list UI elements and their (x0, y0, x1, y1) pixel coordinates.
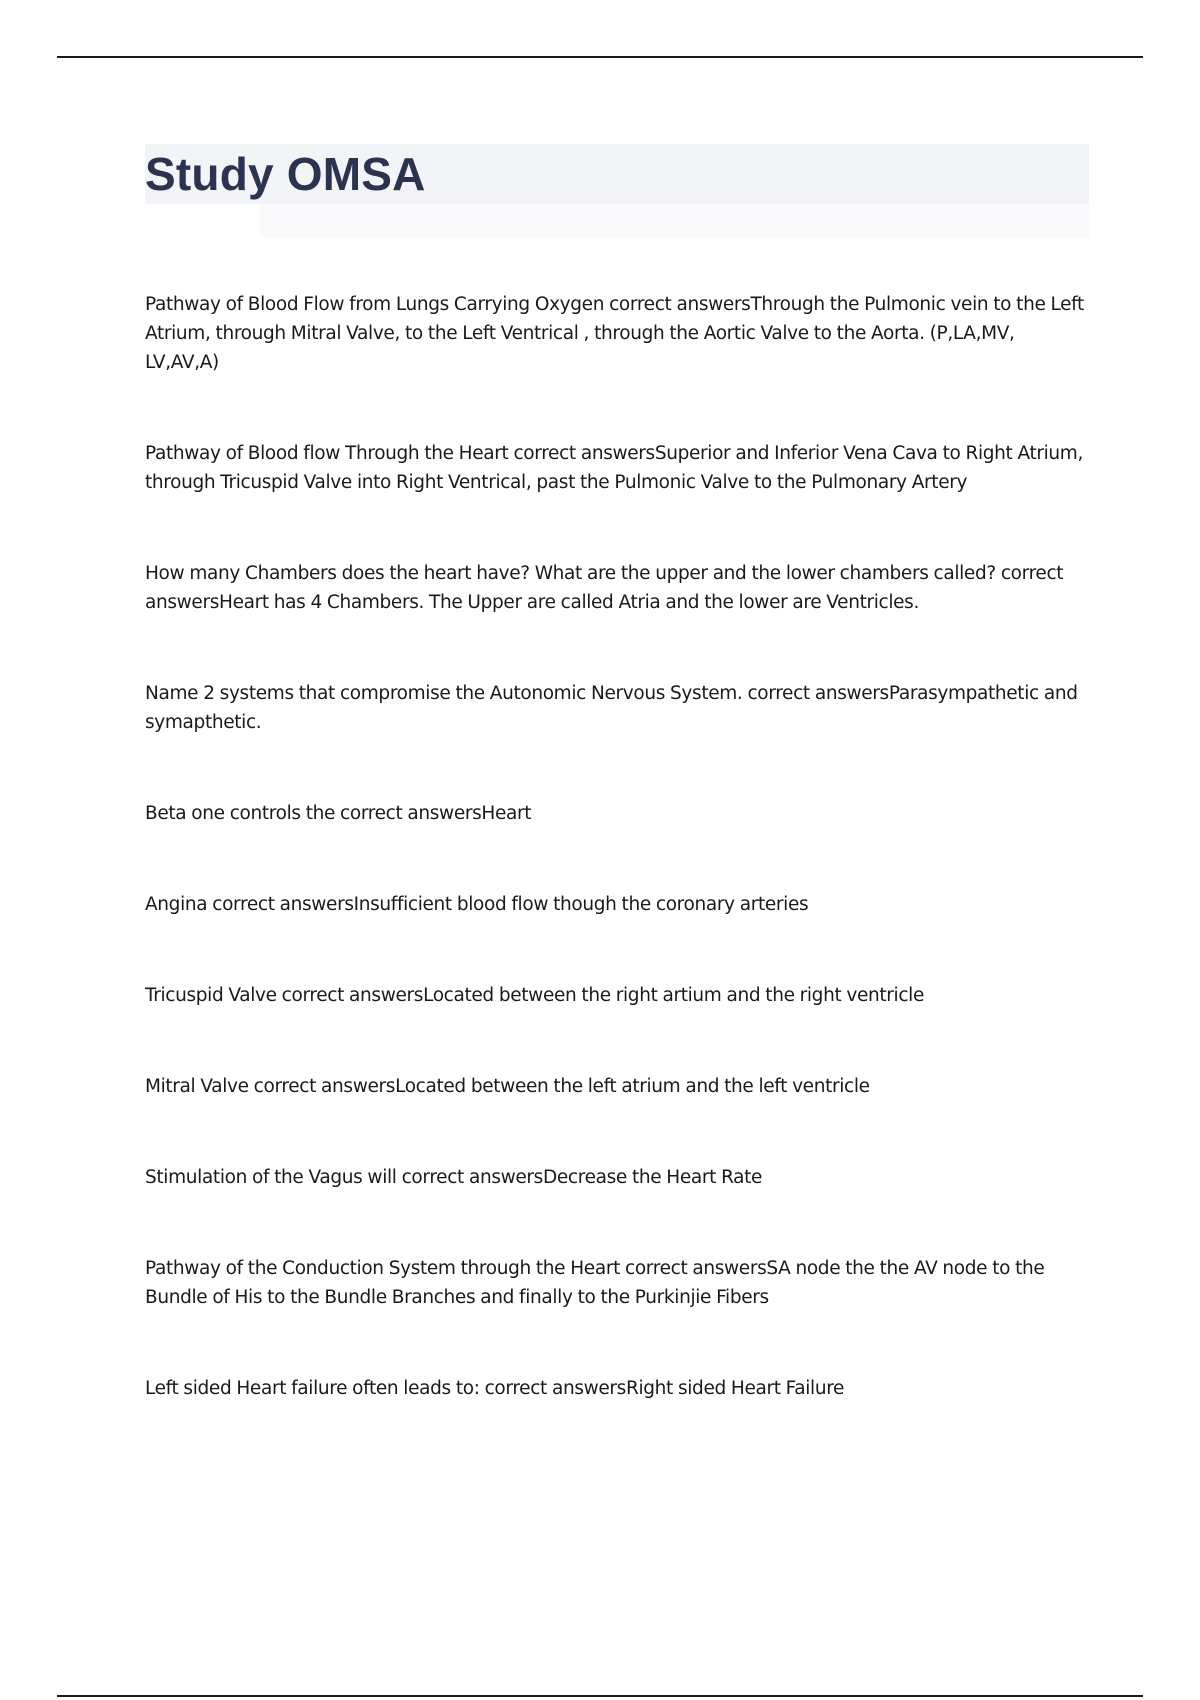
answer-text: Parasympathetic and symapthetic. (145, 683, 1078, 733)
question-text: Name 2 systems that compromise the Autonomic Nervous System. (145, 683, 743, 704)
answer-separator: correct answers (508, 443, 655, 464)
question-text: Pathway of Blood Flow from Lungs Carrying Oxygen (145, 294, 605, 315)
question-text: Angina (145, 894, 208, 915)
answer-text: Through the Pulmonic vein to the Left Atrium, through Mitral Valve, to the Left Ventrical , through the Aortic Valve to the Aorta. (P,LA,MV, LV,AV,A) (145, 294, 1084, 373)
answer-text: Insufficient blood flow though the coronary arteries (353, 894, 809, 915)
answer-separator: correct answers (604, 294, 751, 315)
answer-text: Heart has 4 Chambers. The Upper are called Atria and the lower are Ventricles. (219, 592, 919, 613)
qa-item (145, 890, 1090, 919)
answer-separator: correct answers (619, 1258, 767, 1279)
answer-text: Located between the left atrium and the left ventricle (395, 1076, 870, 1097)
answer-text: Heart (481, 803, 532, 824)
question-text: Mitral Valve (145, 1076, 249, 1097)
question-text: Stimulation of the Vagus will (145, 1167, 397, 1188)
title-band-shadow (260, 204, 1089, 238)
qa-item (145, 981, 1090, 1010)
question-text: Beta one controls the (145, 803, 336, 824)
qa-item (145, 1254, 1090, 1312)
qa-item (145, 559, 1090, 617)
answer-text: Located between the right artium and the right ventricle (423, 985, 924, 1006)
qa-item (145, 679, 1090, 737)
answer-separator: correct answers (742, 683, 889, 704)
qa-item (145, 439, 1090, 497)
qa-item (145, 799, 1090, 828)
answer-separator: correct answers (479, 1378, 626, 1399)
answer-separator: correct answers (335, 803, 482, 824)
question-text: How many Chambers does the heart have? What are the upper and the lower chambers called? (145, 563, 996, 584)
answer-text: Decrease the Heart Rate (542, 1167, 763, 1188)
question-text: Pathway of Blood flow Through the Heart (145, 443, 509, 464)
answer-text: Superior and Inferior Vena Cava to Right Atrium, through Tricuspid Valve into Right Ventrical, past the Pulmonic Valve to the Pulmonary Artery (145, 443, 1083, 493)
question-text: Pathway of the Conduction System through the Heart (145, 1258, 620, 1279)
question-text: Tricuspid Valve (145, 985, 277, 1006)
qa-item (145, 290, 1090, 377)
qa-item (145, 1163, 1090, 1192)
document-title: Study OMSA (145, 148, 426, 200)
bottom-rule (57, 1695, 1143, 1697)
question-answer-list (145, 290, 1090, 1465)
answer-separator: correct answers (396, 1167, 543, 1188)
qa-item (145, 1374, 1090, 1403)
answer-text: SA node the the AV node to the Bundle of His to the Bundle Branches and finally to the Purkinjie Fibers (145, 1258, 1045, 1308)
answer-text: Right sided Heart Failure (625, 1378, 845, 1399)
answer-separator: correct answers (145, 563, 1064, 613)
answer-separator: correct answers (276, 985, 424, 1006)
question-text: Left sided Heart failure often leads to: (145, 1378, 480, 1399)
answer-separator: correct answers (207, 894, 354, 915)
qa-item (145, 1072, 1090, 1101)
top-rule (57, 56, 1143, 58)
answer-separator: correct answers (248, 1076, 396, 1097)
